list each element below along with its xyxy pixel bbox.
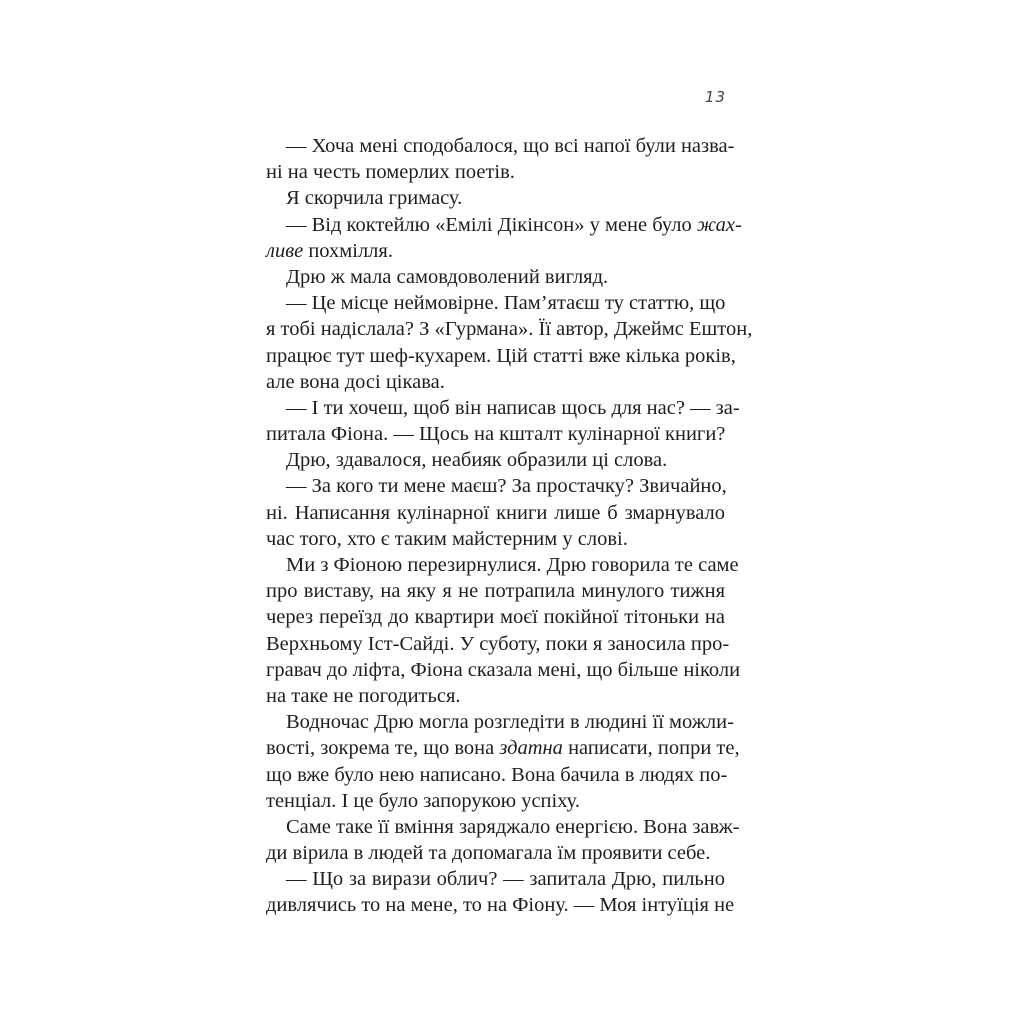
text-run: — Що за вирази облич? — запитала Дрю, пильно (286, 868, 725, 891)
text-line (266, 866, 725, 892)
text-run: вості, зокрема те, що вона (266, 737, 500, 760)
text-line (266, 395, 740, 421)
text-line (266, 604, 725, 630)
text-line (266, 788, 725, 814)
text-run: Водночас Дрю могла розгледіти в людині її можли- (286, 711, 734, 734)
text-line (266, 500, 725, 526)
text-run: — Хоча мені сподобалося, що всі напої були назва- (286, 135, 735, 157)
text-run: тенціал. І це було запорукою успіху. (266, 789, 580, 812)
text-line (266, 212, 742, 238)
text-run: Дрю, здавалося, неабияк образили ці слова. (286, 449, 668, 472)
text-run: — Від коктейлю «Емілі Дікінсон» у мене було (286, 213, 697, 236)
text-run: про виставу, на яку я не потрапила минулого тижня (266, 580, 725, 603)
text-run: що вже було нею написано. Вона бачила в людях по- (266, 763, 728, 786)
text-run: ні. Написання кулінарної книги лише б змарнувало (266, 501, 725, 524)
text-line (266, 316, 753, 342)
text-line (266, 473, 725, 499)
italic-text: здатна (499, 737, 563, 760)
text-run: написати, попри те, (562, 737, 740, 760)
text-run: похмілля. (303, 239, 393, 262)
body-text (266, 133, 753, 919)
text-run: на таке не погодиться. (266, 684, 461, 707)
text-run: гравач до ліфта, Фіона сказала мені, що більше ніколи (266, 658, 741, 681)
italic-text: жах- (696, 213, 742, 236)
italic-text: ливе (266, 239, 304, 262)
text-line (266, 290, 725, 316)
text-run: — За кого ти мене маєш? За простачку? Звичайно, (286, 475, 727, 498)
text-line (266, 892, 735, 918)
text-line (266, 264, 725, 290)
text-line (266, 343, 736, 369)
text-line (266, 552, 739, 578)
text-run: Ми з Фіоною перезирнулися. Дрю говорила те саме (286, 554, 739, 576)
text-line (266, 762, 728, 788)
text-line (266, 840, 725, 866)
text-run: Я скорчила гримасу. (286, 187, 463, 210)
text-line (266, 421, 725, 447)
text-line (266, 159, 725, 185)
text-run: працює тут шеф-кухарем. Цій статті вже кілька років, (266, 344, 736, 367)
text-line (266, 238, 725, 264)
text-line (266, 657, 741, 683)
text-line (266, 735, 740, 761)
text-line (266, 683, 725, 709)
text-line (266, 578, 725, 604)
text-line (266, 526, 725, 552)
text-line (266, 709, 734, 735)
text-line (266, 814, 740, 840)
text-line (266, 369, 725, 395)
text-run: Саме таке її вміння заряджало енергією. Вона завж- (286, 815, 740, 838)
text-line (266, 447, 725, 473)
text-line (266, 185, 725, 211)
text-run: я тобі надіслала? З «Гурмана». Її автор, Джеймс Ештон, (266, 318, 753, 341)
text-run: час того, хто є таким майстерним у слові. (266, 527, 628, 550)
text-run: дивлячись то на мене, то на Фіону. — Моя інтуїція не (266, 894, 735, 917)
text-run: Дрю ж мала самовдоволений вигляд. (286, 265, 609, 288)
text-run: Верхньому Іст-Сайді. У суботу, поки я заносила про- (266, 632, 730, 655)
text-run: ди вірила в людей та допомагала їм проявити себе. (266, 842, 711, 865)
text-run: через переїзд до квартири моєї покійної тітоньки на (266, 606, 725, 629)
text-run: питала Фіона. — Щось на кшталт кулінарної книги? (266, 423, 726, 446)
text-line (266, 133, 735, 159)
page-number: 13 (704, 88, 726, 106)
text-run: — Це місце неймовірне. Пам’ятаєш ту статтю, що (286, 292, 726, 315)
text-line (266, 631, 730, 657)
text-run: — І ти хочеш, щоб він написав щось для нас? — за- (286, 396, 740, 419)
text-run: ні на честь померлих поетів. (266, 161, 515, 184)
text-run: але вона досі цікава. (266, 370, 445, 393)
